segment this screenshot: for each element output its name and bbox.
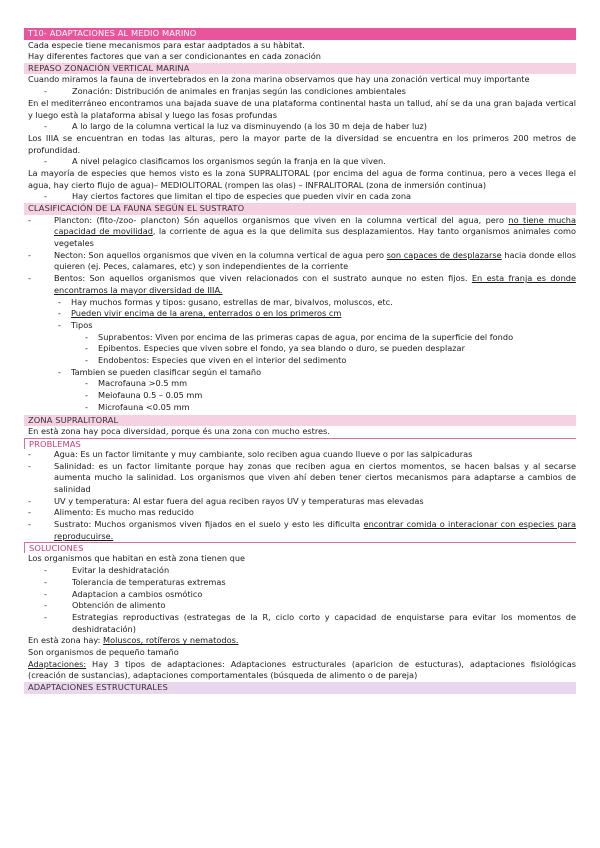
size-macrofauna: - Macrofauna >0.5 mm: [85, 378, 188, 389]
bentos-sub-tipos: - Tipos: [58, 319, 93, 330]
section-header-problemas: PROBLEMAS: [24, 438, 576, 449]
section-header-zonacion: REPASO ZONACIÓN VERTICAL MARINA: [24, 63, 576, 75]
zonacion-bullet-3: - A nivel pelagico clasificamos los organismos según la franja en la que viven.: [44, 156, 386, 167]
solucion-alimento: - Obtención de alimento: [44, 600, 166, 611]
problema-alimento: - Alimento: Es mucho mas reducido: [28, 507, 194, 518]
section-header-soluciones: SOLUCIONES: [24, 542, 576, 553]
section-supralitoral: [24, 426, 576, 438]
size-microfauna: - Microfauna <0.05 mm: [85, 401, 190, 412]
tipo-suprabentos: - Suprabentos: Viven por encima de las primeras capas de agua, por encima de la superficie del fondo: [85, 331, 514, 342]
soluciones-hay: En està zona hay: Moluscos, rotíferos y nematodos.: [28, 635, 239, 646]
zonacion-paragraph-1: Cuando miramos la fauna de invertebrados en la zona marina observamos que hay una zonación vertical muy importante: [28, 74, 530, 85]
plancton-item: - Plancton: (fito-/zoo- plancton) Són aquellos organismos que viven en la columna vertical del agua, pero no tiene mucha capacidad de movilidad, la corriente de agua es la que delimita sus desplazamientos. Hay tanto organismos animales como vegetales: [28, 214, 576, 249]
intro-line-2: Hay diferentes factores que van a ser condicionantes en cada zonación: [28, 51, 321, 62]
bentos-sub-formas: - Hay muchos formas y tipos: gusano, estrellas de mar, bivalvos, moluscos, etc.: [58, 296, 393, 307]
intro-line-1: Cada especie tiene mecanismos para estar aadptados a su hàbitat.: [28, 39, 305, 50]
zonacion-bullet-4: - Hay ciertos factores que limitan el tipo de especies que pueden vivir en cada zona: [44, 191, 412, 202]
problema-uv: - UV y temperatura: Al estar fuera del agua reciben rayos UV y temperaturas mas elevadas: [28, 495, 424, 506]
problema-sustrato: - Sustrato: Muchos organismos viven fijados en el suelo y esto les dificulta encontrar comida o interacionar con especies para reproducuirse.: [28, 519, 577, 541]
section-soluciones: [24, 553, 576, 682]
section-problemas: [24, 449, 576, 543]
tipo-endobentos: - Endobentos: Especies que viven en el interior del sedimento: [85, 355, 347, 366]
section-zonacion: [24, 74, 576, 203]
zonacion-bullet-1: - Zonación: Distribución de animales en franjas según las condiciones ambientales: [44, 86, 406, 97]
necton-item: - Necton: Son aquellos organismos que viven en la columna vertical de agua pero son capaces de desplazarse hacia donde ellos quieren (ej. Peces, calamares, etc) y son independientes de la corriente: [28, 249, 576, 272]
bentos-sub-habitat: - Pueden vivir encima de la arena, enterrados o en los primeros cm: [58, 308, 342, 319]
solucion-estrategias: - Estrategias reproductivas (estrategas de la R, ciclo corto y capacidad de enquistarse para evitar los momentos de deshidratación): [44, 611, 576, 634]
bentos-sub-tamano: - Tambien se pueden clasificar según el tamaño: [58, 366, 262, 377]
section-header-clasificacion: CLASIFICACIÓN DE LA FAUNA SEGÚN EL SUSTRATO: [24, 203, 576, 215]
soluciones-intro: Los organismos que habitan en està zona tienen que: [28, 553, 246, 564]
intro-section: [24, 40, 576, 63]
soluciones-tamano: Son organismos de pequeño tamaño: [28, 647, 179, 658]
size-meiofauna: - Meiofauna 0.5 – 0.05 mm: [85, 390, 203, 401]
tipo-epibentos: - Epibentos. Especies que viven sobre el fondo, ya sea blando o duro, se pueden desplazar: [85, 343, 465, 354]
solucion-temperaturas: - Tolerancia de temperaturas extremas: [44, 576, 226, 587]
bentos-item: - Bentos: Son aquellos organismos que viven relacionados con el sustrato aunque no esten fijos. En esta franja es donde encontramos la mayor diversidad de IIIA.: [28, 273, 576, 295]
section-header-supralitoral: ZONA SUPRALITORAL: [24, 415, 576, 427]
soluciones-adaptaciones: Adaptaciones: Hay 3 tipos de adaptaciones: Adaptaciones estructurales (aparicion de estucturas), adaptaciones fisiológicas (creación de sustancias), adaptaciones comportamentales (búsqueda de alimento o de pareja): [28, 658, 576, 681]
zonacion-paragraph-2: En el mediterráneo encontramos una bajada suave de una plataforma continental hasta un tallud, ahí se da una gran bajada vertical y luego està la plataforma abisal y luego las fosas profundas: [28, 97, 576, 120]
supralitoral-paragraph: En està zona hay poca diversidad, porque és una zona con mucho estres.: [28, 426, 330, 437]
zonacion-paragraph-4: La mayoría de especies que hemos visto es la zona SUPRALITORAL (por encima del agua de forma continua, pero a veces llega el agua, hay cierto flujo de agua)– MEDIOLITORAL (rompen las olas) – INFRALITORAL (zona de inmersión continua): [28, 168, 576, 190]
zonacion-bullet-2: - A lo largo de la columna vertical la luz va disminuyendo (a los 30 m deja de haber luz): [44, 121, 427, 132]
section-clasificacion: [24, 215, 576, 414]
solucion-deshidratacion: - Evitar la deshidratación: [44, 565, 170, 576]
problema-salinidad: - Salinidad: es un factor limitante porque hay zonas que reciben agua en ciertos momentos, se hacen balsas y al secarse aumenta mucho la salinidad. Los organismos que viven ahí deben tener ciertos mecanismos para adaptarse a cambios de salinidad: [28, 460, 576, 494]
zonacion-paragraph-3: Los IIIA se encuentran en todas las alturas, pero la mayor parte de la diversidad se encuentra en los primeros 200 metros de profundidad.: [28, 132, 576, 155]
document-title: T10- ADAPTACIONES AL MEDIO MARINO: [24, 28, 576, 40]
solucion-osmotico: - Adaptacion a cambios osmótico: [44, 588, 203, 599]
problema-agua: - Agua: Es un factor limitante y muy cambiante, solo reciben agua cuando llueve o por las salpicaduras: [28, 448, 473, 459]
section-header-adaptaciones-estructurales: ADAPTACIONES ESTRUCTURALES: [24, 682, 576, 694]
